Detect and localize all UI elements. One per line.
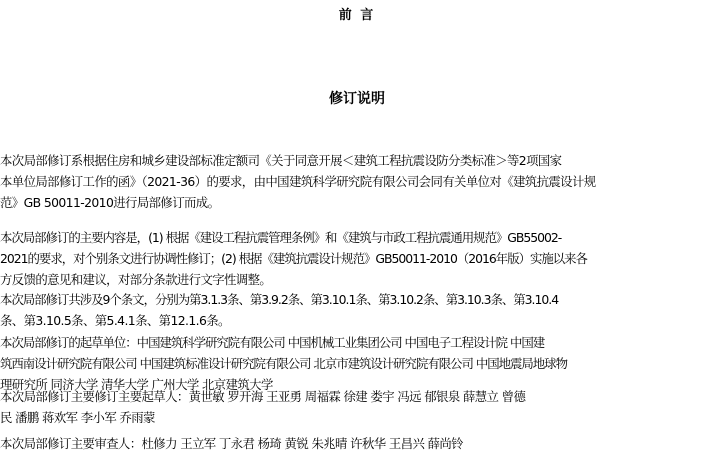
paragraph-line: 本次局部修订主要修订主要起草人：黄世敏 罗开海 王亚勇 周福霖 徐建 娄宇 冯远 郁银泉 薛慧立 曾德 xyxy=(0,389,526,404)
paragraph-line: 2021的要求，对个别条文进行协调性修订；(2) 根据《建筑抗震设计规范》GB50011-2010（2016年版）实施以来各 xyxy=(0,251,587,266)
paragraph-main-content xyxy=(0,227,714,290)
paragraph-line: 条、第3.10.5条、第5.4.1条、第12.1.6条。 xyxy=(0,313,230,328)
paragraph-clauses xyxy=(0,289,714,331)
paragraph-line: 理研究所 同济大学 清华大学 广州大学 北京建筑大学 xyxy=(0,377,273,392)
paragraph-line: 本次局部修订共涉及9个条文，分别为第3.1.3条、第3.9.2条、第3.10.1条、第3.10.2条、第3.10.3条、第3.10.4 xyxy=(0,292,559,307)
paragraph-line: 民 潘鹏 蒋欢军 李小军 乔雨蒙 xyxy=(0,410,155,425)
page-title: 修订说明 xyxy=(329,91,385,107)
paragraph-line: 本次局部修订的起草单位：中国建筑科学研究院有限公司 中国机械工业集团公司 中国电子工程设计院 中国建 xyxy=(0,335,545,350)
paragraph-reviewers xyxy=(0,433,714,454)
paragraph-line: 范》GB 50011-2010进行局部修订而成。 xyxy=(0,195,220,210)
paragraph-drafters xyxy=(0,386,714,428)
paragraph-line: 筑西南设计研究院有限公司 中国建筑标准设计研究院有限公司 北京市建筑设计研究院有限公司 中国地震局地球物 xyxy=(0,356,567,371)
section-title: 前 言 xyxy=(338,8,376,23)
paragraph-line: 本次局部修订主要审查人：杜修力 王立军 丁永君 杨琦 黄锐 朱兆晴 许秋华 王昌兴 薛尚铃 xyxy=(0,436,463,451)
paragraph-line: 本次局部修订的主要内容是，(1) 根据《建设工程抗震管理条例》和《建筑与市政工程抗震通用规范》GB55002- xyxy=(0,230,562,245)
paragraph-line: 方反馈的意见和建议，对部分条款进行文字性调整。 xyxy=(0,272,272,287)
paragraph-line: 本单位局部修订工作的函》（2021-36）的要求，由中国建筑科学研究院有限公司会同有关单位对《建筑抗震设计规 xyxy=(0,174,596,189)
paragraph-line: 本次局部修订系根据住房和城乡建设部标准定额司《关于同意开展＜建筑工程抗震设防分类标准＞等2项国家 xyxy=(0,153,562,168)
paragraph-basis xyxy=(0,150,714,213)
